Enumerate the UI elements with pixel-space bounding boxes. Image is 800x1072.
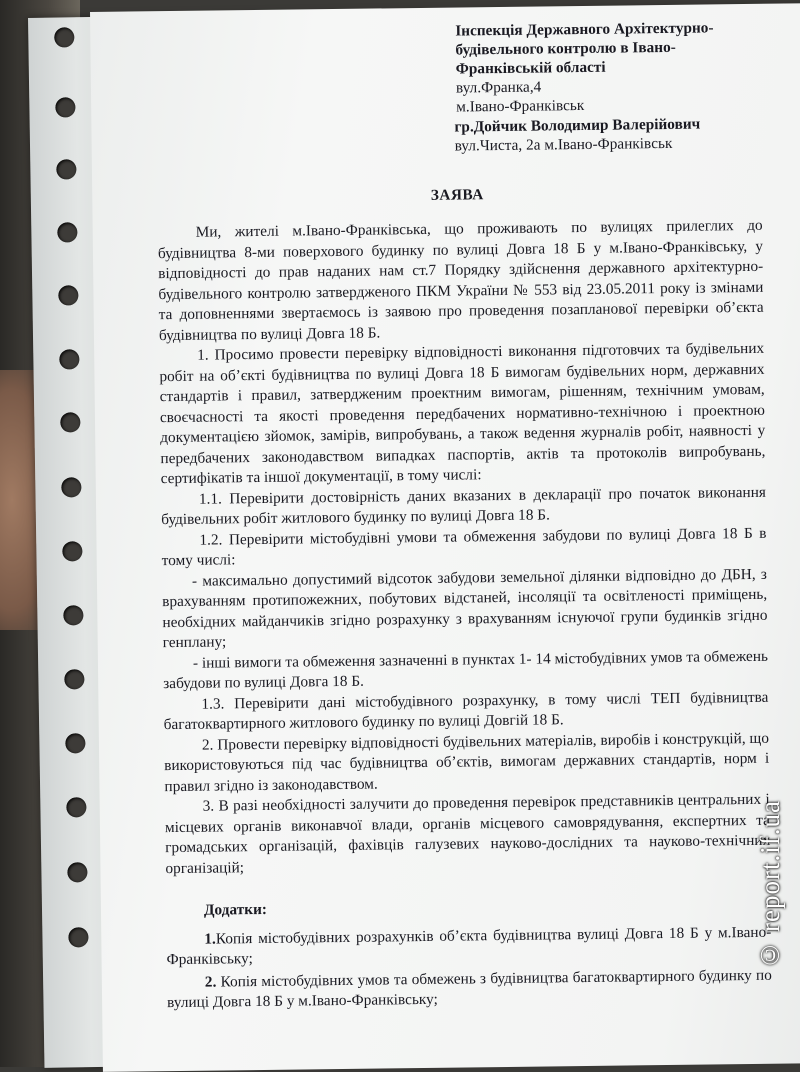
punch-hole (57, 222, 77, 242)
paragraph-1-3: 1.3. Перевірити дані містобудівного розрахунку, в тому числі ТЕП будівництва багатоквартирного житлового будинку по вулиці Довгій 18 Б. (163, 688, 769, 734)
addressee-street: вул.Франка,4 (455, 78, 542, 97)
punch-hole (68, 927, 88, 947)
addressee-org: Франківській області (455, 58, 606, 78)
attachment-text: Копія містобудівних умов та обмежень з будівництва багатоквартирного будинку по вулиці Довга 18 Б у м.Івано-Франківську; (167, 966, 772, 1012)
document-page (90, 3, 800, 1072)
attachment-item (167, 965, 772, 1013)
attachment-number: 2. (204, 973, 217, 991)
addressee-block (455, 18, 776, 117)
punch-hole (54, 27, 74, 47)
punch-hole (62, 541, 82, 561)
punch-hole (65, 733, 85, 753)
punch-hole (61, 477, 81, 497)
paragraph-1-1: 1.1. Перевірити достовірність даних вказаних в декларації про початок виконання будівельних робіт житлового будинку по вулиці Довга 18 Б. (161, 483, 767, 529)
sender-name: гр.Дойчик Володимир Валерійович (454, 115, 701, 136)
attachment-item (166, 922, 771, 970)
addressee-org: Інспекція Державного Архітектурно- (455, 19, 714, 40)
addressee-org: будівельного контролю в Івано- (455, 38, 676, 59)
dash-item: - інші вимоги та обмеження зазначенні в пунктах 1- 14 містобудівних умов та обмежень забудови по вулиці Довга 18 Б. (163, 647, 769, 693)
punch-hole (66, 797, 86, 817)
punch-hole (58, 285, 78, 305)
addressee-city: м.Івано-Франківськ (456, 96, 585, 116)
paragraph-1-2: 1.2. Перевірити містобудівні умови та обмеження забудови по вулиці Довга 18 Б в тому числі: (161, 524, 767, 570)
paragraph-2: 2. Провести перевірку відповідності будівельних матеріалів, виробів і конструкцій, що використовуються під час будівництва об’єктів, вимогам державних стандартів, норм і правил згідно із законодавством. (164, 729, 770, 795)
punch-hole (63, 605, 83, 625)
punch-hole (67, 862, 87, 882)
paragraph-1: 1. Просимо провести перевірку відповідності виконання підготовчих та будівельних робіт на об’єкті будівництва по вулиці Довга 18 Б вимогам будівельних норм, державних стандартів і правил, затвердженим проектним вимогам, рішенням, технічним умовам, своєчасності та якості проведення передбачених нормативно-технічною і проектною документацією зйомок, замірів, випробувань, а також ведення журналів робіт, наявності у передбачених законодавством випадках паспортів, актів та протоколів випробувань, сертифікатів та іншої документації, в тому числі: (159, 339, 766, 488)
punch-hole (60, 412, 80, 432)
attachments-title: Додатки: (203, 900, 268, 919)
punch-hole (59, 349, 79, 369)
sender-block (454, 114, 784, 156)
punch-hole (55, 97, 75, 117)
attachment-text: Копія містобудівних розрахунків об’єкта будівництва вулиці Довга 18 Б у м.Івано-Франківську; (166, 923, 772, 969)
attachment-number: 1. (204, 930, 216, 948)
document-body (158, 216, 773, 1014)
sender-address: вул.Чиста, 2а м.Івано-Франківськ (454, 134, 673, 155)
watermark: © report.if.ua (755, 800, 785, 971)
document-title: ЗАЯВА (430, 186, 484, 204)
dash-item: - максимально допустимий відсоток забудови земельної ділянки відповідно до ДБН, з врахуванням протипожежних, побутових відстаней, інсоляції та освітленості приміщень, необхідних майданчиків згідно розрахунку з врахуванням існуючої групи будинків згідно генплану; (162, 565, 768, 652)
punch-hole (64, 669, 84, 689)
punch-hole (56, 159, 76, 179)
paragraph-3: 3. В разі необхідності залучити до проведення перевірок представників центральних і місцевих органів виконавчої влади, органів місцевого самоврядування, експертних та громадських організацій, фахівців галузевих науково-дослідних та науково-технічних організацій; (164, 790, 771, 877)
paragraph-intro: Ми, жителі м.Івано-Франківська, що проживають по вулицях прилеглих до будівництва 8-ми поверхового будинку по вулиці Довга 18 Б у м.Івано-Франківську, у відповідності до прав наданих нам ст.7 Порядку здійснення державного архітектурно-будівельного контролю затвердженого ПКМ України № 553 від 23.05.2011 року із змінами та доповненнями звертаємось із заявою про проведення позапланової перевірки об’єкта будівництва по вулиці Довга 18 Б. (157, 216, 764, 344)
